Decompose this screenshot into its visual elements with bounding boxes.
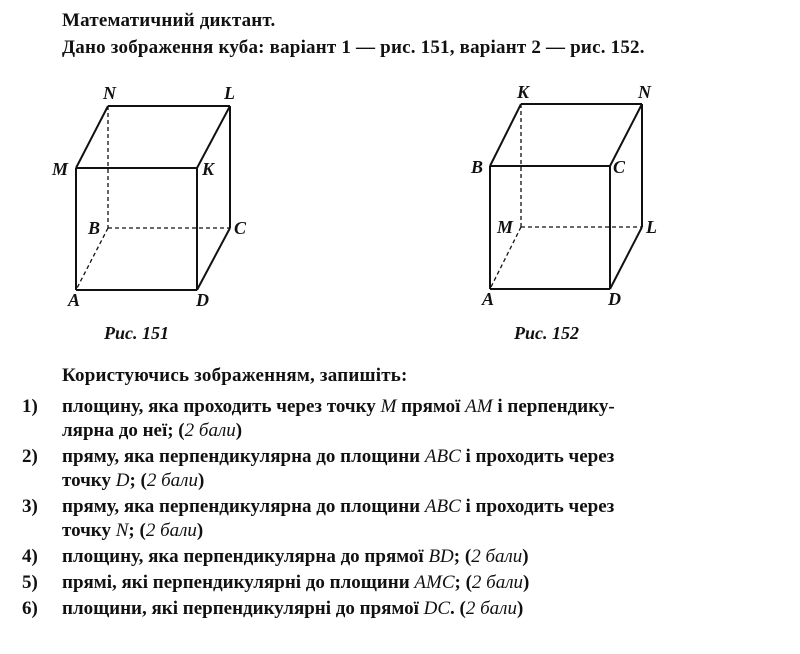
figure-caption-152: Рис. 152 — [514, 323, 579, 343]
cube-figure-151 — [76, 106, 230, 290]
vertex-label-m-152: M — [497, 217, 514, 237]
task-number: 6) — [22, 598, 38, 619]
vertex-label-n-151: N — [103, 83, 116, 103]
cube-figure-152 — [490, 104, 642, 289]
task-line: пряму, яка перпендикулярна до площини ABC і проходить через — [62, 496, 615, 517]
task-line: точку N; (2 бали) — [62, 520, 204, 541]
vertex-label-c-152: C — [613, 157, 626, 177]
vertex-label-d-151: D — [196, 290, 209, 310]
vertex-label-m-151: M — [52, 159, 69, 179]
task-number: 1) — [22, 396, 38, 417]
vertex-label-k-152: K — [517, 82, 530, 102]
task-line: пряму, яка перпендикулярна до площини ABC і проходить через — [62, 446, 615, 467]
figure-caption-151: Рис. 151 — [104, 323, 169, 343]
vertex-label-n-152: N — [638, 82, 651, 102]
vertex-label-d-152: D — [608, 289, 621, 309]
vertex-label-a-152: A — [482, 289, 495, 309]
vertex-label-b-152: B — [471, 157, 484, 177]
vertex-label-a-151: A — [68, 290, 81, 310]
task-number: 4) — [22, 546, 38, 567]
vertex-label-l-152: L — [646, 217, 657, 237]
vertex-label-l-151: L — [224, 83, 235, 103]
task-line: прямі, які перпендикулярні до площини AMC; (2 бали) — [62, 572, 530, 593]
task-line: площини, які перпендикулярні до прямої DC. (2 бали) — [62, 598, 524, 619]
vertex-label-k-151: K — [202, 159, 215, 179]
task-line: площину, яка перпендикулярна до прямої BD; (2 бали) — [62, 546, 529, 567]
vertex-label-c-151: C — [234, 218, 247, 238]
dictation-title: Математичний диктант. — [62, 10, 276, 31]
vertex-label-b-151: B — [88, 218, 101, 238]
dictation-subtitle: Дано зображення куба: варіант 1 — рис. 151, варіант 2 — рис. 152. — [62, 37, 645, 58]
instructions-text: Користуючись зображенням, запишіть: — [62, 365, 408, 386]
task-line: точку D; (2 бали) — [62, 470, 205, 491]
task-number: 5) — [22, 572, 38, 593]
task-line: лярна до неї; (2 бали) — [62, 420, 243, 441]
task-line: площину, яка проходить через точку M прямої AM і перпендику- — [62, 396, 615, 417]
task-number: 3) — [22, 496, 38, 517]
task-number: 2) — [22, 446, 38, 467]
